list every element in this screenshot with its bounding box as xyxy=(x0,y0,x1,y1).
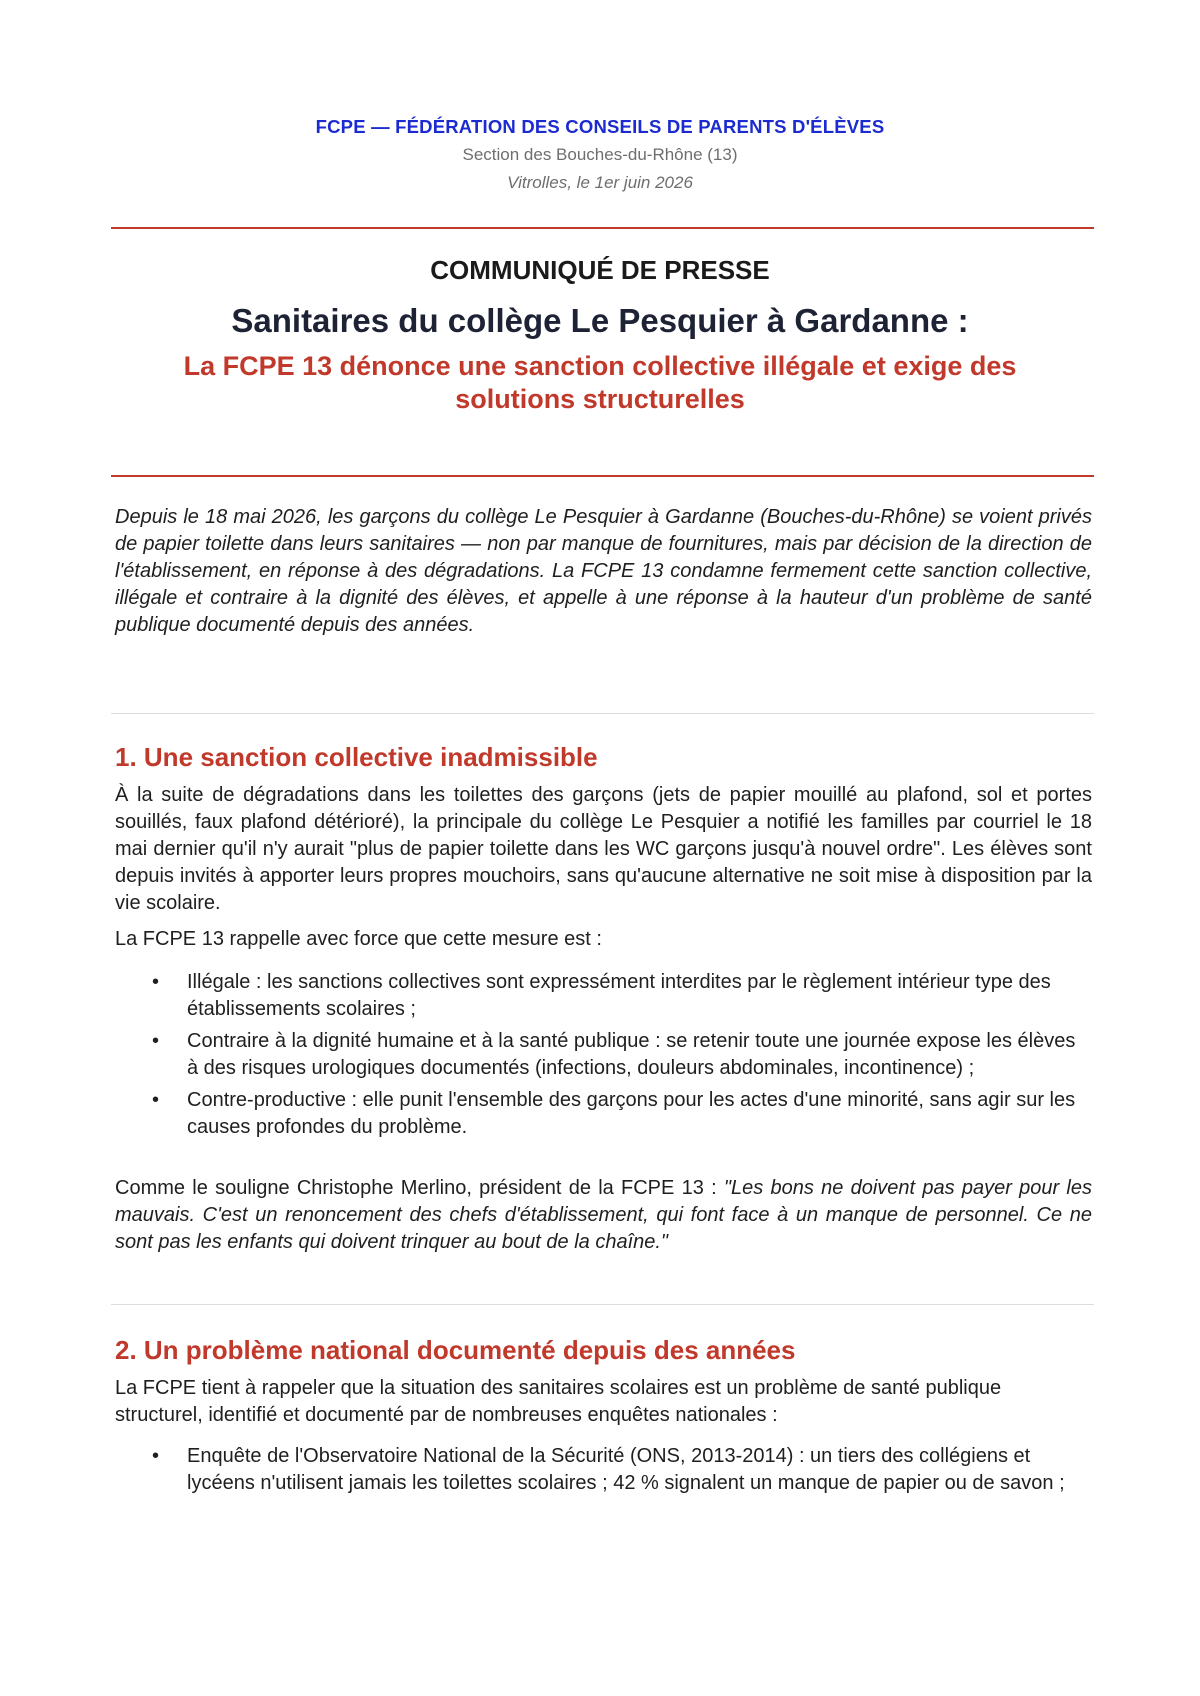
subtitle-line-2: solutions structurelles xyxy=(455,384,745,414)
list-item: • Enquête de l'Observatoire National de la Sécurité (ONS, 2013-2014) : un tiers des collégiens et lycéens n'utilisent jamais les toilettes scolaires ; 42 % signalent un manque de papier ou de savon ; xyxy=(115,1443,1092,1497)
list-item: • Illégale : les sanctions collectives sont expressément interdites par le règlement intérieur type des établissements scolaires ; xyxy=(115,969,1092,1023)
page-title: Sanitaires du collège Le Pesquier à Gardanne : xyxy=(231,302,969,339)
section-1-heading: 1. Une sanction collective inadmissible xyxy=(115,742,598,772)
section-divider-1 xyxy=(111,713,1094,714)
section-name: Section des Bouches-du-Rhône (13) xyxy=(462,145,738,164)
page-subtitle xyxy=(0,350,1200,416)
header-divider xyxy=(111,227,1094,229)
list-item: • Contraire à la dignité humaine et à la santé publique : se retenir toute une journée expose les élèves à des risques urologiques documentés (infections, douleurs abdominales, incontinence) ; xyxy=(115,1028,1092,1082)
section-1-lead-in: La FCPE 13 rappelle avec force que cette mesure est : xyxy=(115,928,602,950)
section-1-bullet-list xyxy=(115,969,1092,1146)
intro-paragraph: Depuis le 18 mai 2026, les garçons du collège Le Pesquier à Gardanne (Bouches-du-Rhône) se voient privés de papier toilette dans leurs sanitaires — non par manque de fournitures, mais par décision de la direction de l'établissement, en réponse à des dégradations. La FCPE 13 condamne fermement cette sanction collective, illégale et contraire à la dignité des élèves, et appelle à une réponse à la hauteur d'un problème de santé publique documenté depuis des années. xyxy=(115,506,1092,636)
organization-name: FCPE — FÉDÉRATION DES CONSEILS DE PARENTS D'ÉLÈVES xyxy=(315,116,885,137)
place-date: Vitrolles, le 1er juin 2026 xyxy=(507,173,693,192)
section-2-bullet-list xyxy=(115,1443,1092,1502)
quote-attribution: Comme le souligne Christophe Merlino, président de la FCPE 13 : xyxy=(115,1177,724,1199)
subtitle-line-1: La FCPE 13 dénonce une sanction collective illégale et exige des xyxy=(183,351,1017,381)
section-1-paragraph: À la suite de dégradations dans les toilettes des garçons (jets de papier mouillé au plafond, sol et portes souillés, faux plafond détérioré), la principale du collège Le Pesquier a notifié les familles par courriel le 18 mai dernier qu'il n'y aurait "plus de papier toilette dans les WC garçons jusqu'à nouvel ordre". Les élèves sont depuis invités à apporter leurs propres mouchoirs, sans qu'aucune alternative ne soit mise à disposition par la vie scolaire. xyxy=(115,784,1092,914)
section-divider-2 xyxy=(111,1304,1094,1305)
quote-text: "Les bons ne doivent pas payer pour les mauvais. C'est un renoncement des chefs d'établissement, qui font face à un manque de personnel. Ce ne sont pas les enfants qui doivent trinquer au bout de la chaîne." xyxy=(115,1177,1092,1253)
title-divider xyxy=(111,475,1094,477)
president-quote xyxy=(115,1175,1092,1256)
document-kicker: COMMUNIQUÉ DE PRESSE xyxy=(430,255,770,285)
list-item: • Contre-productive : elle punit l'ensemble des garçons pour les actes d'une minorité, sans agir sur les causes profondes du problème. xyxy=(115,1087,1092,1141)
section-2-heading: 2. Un problème national documenté depuis des années xyxy=(115,1335,796,1365)
section-2-paragraph: La FCPE tient à rappeler que la situation des sanitaires scolaires est un problème de santé publique structurel, identifié et documenté par de nombreuses enquêtes nationales : xyxy=(115,1377,1002,1426)
